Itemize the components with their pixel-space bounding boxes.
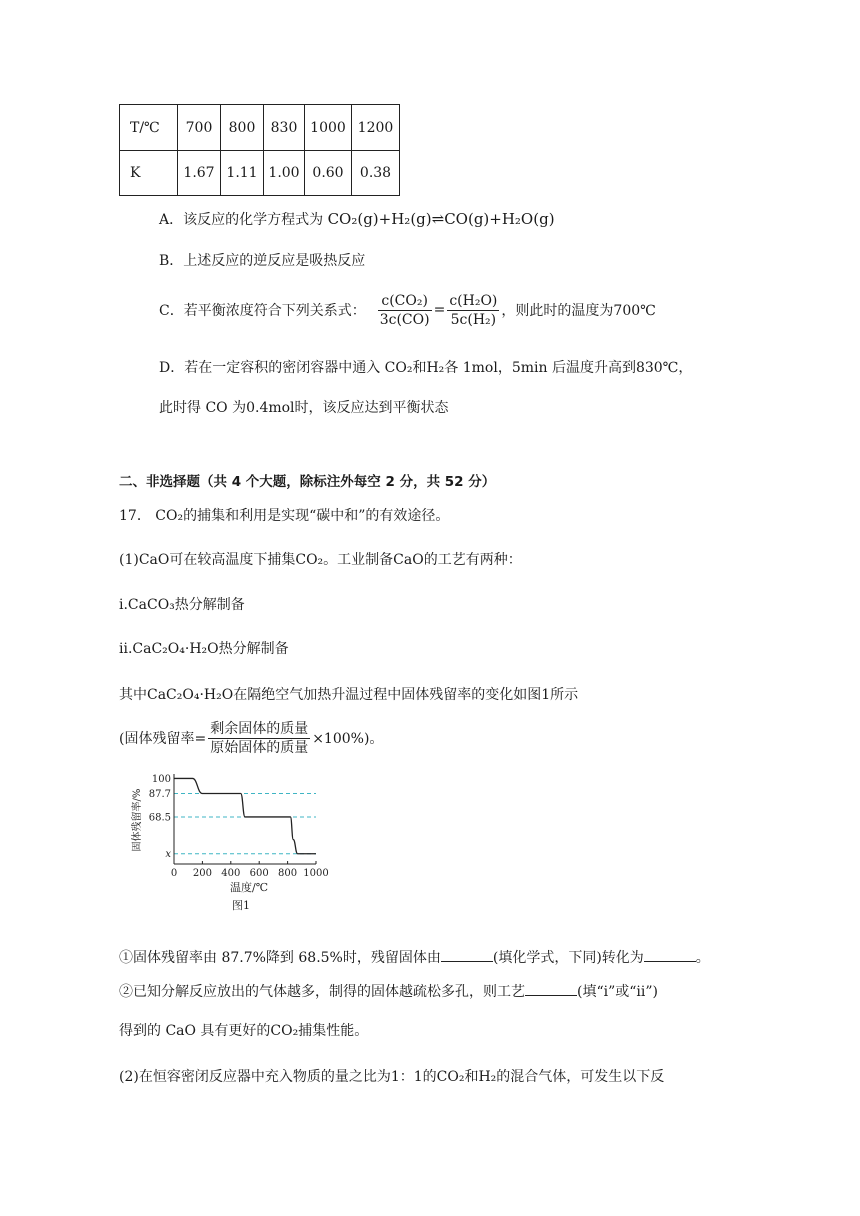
subquestion-2: [119, 981, 658, 1001]
option-b: B．上述反应的逆反应是吸热反应: [159, 253, 366, 269]
residue-fraction: [208, 720, 310, 757]
x-tick-label: 400: [221, 868, 241, 879]
table-cell: 700: [178, 105, 221, 151]
answer-blank-1[interactable]: [441, 947, 493, 962]
x-axis-label: 温度/℃: [229, 881, 269, 894]
subquestion-2-line2: 得到的 CaO 具有更好的CO₂捕集性能。: [119, 1023, 369, 1039]
fraction-denominator: 原始固体的质量: [210, 739, 309, 756]
subquestion-2-text-b: (填“ⅰ”或“ⅱ”): [577, 984, 658, 1000]
fraction-co2-co: [378, 292, 432, 329]
fraction-h2o-h2: [447, 292, 499, 329]
answer-blank-2[interactable]: [644, 947, 696, 962]
question-17-part2: (2)在恒容密闭反应器中充入物质的量之比为1：1的CO₂和H₂的混合气体，可发生以下反: [119, 1069, 665, 1085]
y-tick-label: 100: [151, 773, 171, 785]
table-row-temperature: [120, 105, 400, 151]
table-cell: 830: [264, 105, 305, 151]
option-a-text: A．该反应的化学方程式为: [159, 212, 328, 228]
option-d-line2: 此时得 CO 为0.4mol时，该反应达到平衡状态: [159, 400, 449, 416]
y-tick-label: 68.5: [148, 812, 171, 824]
x-tick-label: 600: [249, 868, 269, 879]
residue-prefix: (固体残留率=: [119, 731, 207, 747]
table-cell: 1.67: [178, 151, 221, 196]
subquestion-2-text-a: ②已知分解反应放出的气体越多，制得的固体越疏松多孔，则工艺: [119, 984, 525, 1000]
y-tick-label: x: [165, 849, 171, 861]
y-axis-label: 固体残留率/%: [132, 788, 143, 852]
residue-curve: [174, 778, 316, 853]
option-c-suffix: ，则此时的温度为700℃: [501, 303, 656, 319]
subquestion-1-text-b: (填化学式，下同)转化为: [492, 950, 644, 966]
question-17-part1: (1)CaO可在较高温度下捕集CO₂。工业制备CaO的工艺有两种：: [119, 552, 522, 568]
subquestion-1-text-a: ①固体残留率由 87.7%降到 68.5%时，残留固体由: [119, 950, 441, 966]
table-cell: 0.60: [305, 151, 352, 196]
route-i: ⅰ.CaCO₃热分解制备: [119, 597, 245, 613]
section-heading: 二、非选择题（共 4 个大题，除标注外每空 2 分，共 52 分）: [119, 474, 496, 490]
equilibrium-constant-table: [119, 104, 400, 196]
fraction-numerator: c(CO₂): [378, 292, 432, 311]
x-tick-label: 200: [192, 868, 212, 879]
residue-formula: [119, 716, 383, 760]
answer-blank-3[interactable]: [525, 981, 577, 996]
table-cell: 0.38: [352, 151, 400, 196]
x-tick-label: 0: [170, 868, 178, 879]
table-row-k: [120, 151, 400, 196]
x-tick-label: 1000: [303, 868, 329, 879]
table-cell: T/℃: [120, 105, 178, 151]
route-ii: ⅱ.CaC₂O₄·H₂O热分解制备: [119, 641, 289, 657]
option-c: [159, 288, 656, 332]
option-a-equation: CO₂(g)+H₂(g)⇌CO(g)+H₂O(g): [327, 210, 555, 228]
option-d-line1: D．若在一定容积的密闭容器中通入 CO₂和H₂各 1mol，5min 后温度升高到830℃，: [159, 360, 693, 376]
equals-sign: =: [433, 302, 446, 318]
table-cell: 1.11: [221, 151, 264, 196]
fraction-denominator: 5c(H₂): [450, 311, 497, 328]
option-c-prefix: C．若平衡浓度符合下列关系式：: [159, 303, 366, 319]
option-a: [159, 209, 555, 229]
y-tick-label: 87.7: [148, 788, 171, 800]
table-cell: 1.00: [264, 151, 305, 196]
fraction-numerator: 剩余固体的质量: [210, 720, 309, 737]
question-17: 17． CO₂的捕集和利用是实现“碳中和”的有效途径。: [119, 508, 450, 524]
x-tick-label: 800: [278, 868, 298, 879]
table-cell: 1200: [352, 105, 400, 151]
table-cell: K: [120, 151, 178, 196]
table-cell: 800: [221, 105, 264, 151]
residue-suffix: ×100%)。: [312, 731, 384, 747]
chart-description: 其中CaC₂O₄·H₂O在隔绝空气加热升温过程中固体残留率的变化如图1所示: [119, 687, 579, 703]
figure-caption: 图1: [232, 899, 250, 912]
subquestion-1: [119, 947, 710, 967]
subquestion-1-text-c: 。: [695, 950, 710, 966]
fraction-numerator: c(H₂O): [449, 292, 498, 309]
figure-1-chart: [122, 766, 342, 926]
table-cell: 1000: [305, 105, 352, 151]
fraction-denominator: 3c(CO): [379, 311, 430, 328]
